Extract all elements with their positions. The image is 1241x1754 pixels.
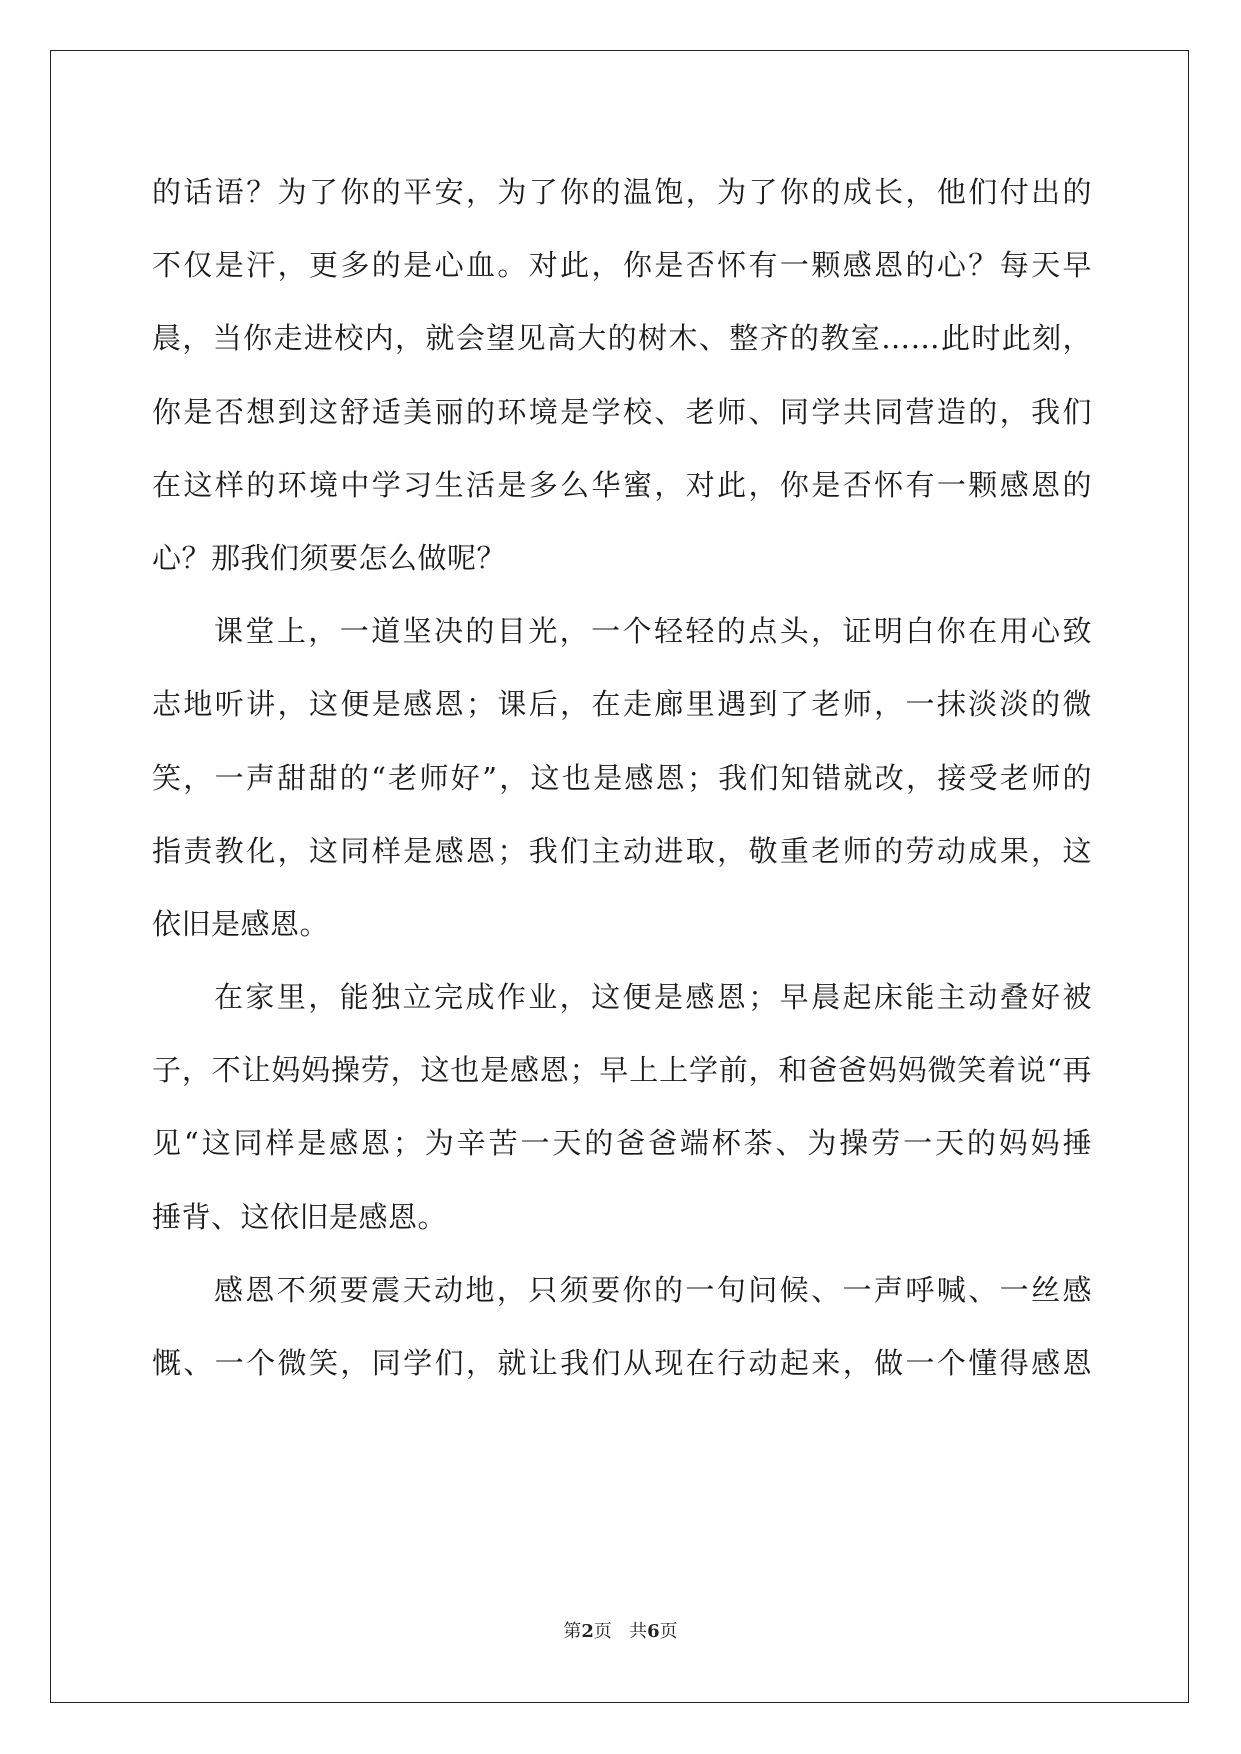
page-label-suffix: 页 xyxy=(593,1621,612,1642)
total-label-prefix: 共 xyxy=(629,1621,648,1642)
text-line: 课堂上，一道坚决的目光，一个轻轻的点头，证明白你在用心致 xyxy=(214,614,1092,649)
text-line: 不仅是汗，更多的是心血。对此，你是否怀有一颗感恩的心？每天早 xyxy=(152,248,1092,283)
text-line: 你是否想到这舒适美丽的环境是学校、老师、同学共同营造的，我们 xyxy=(152,394,1092,429)
text-line: 笑，一声甜甜的“老师好”，这也是感恩；我们知错就改，接受老师的 xyxy=(152,760,1092,795)
text-line: 在家里，能独立完成作业，这便是感恩；早晨起床能主动叠好被 xyxy=(214,980,1092,1015)
text-line: 在这样的环境中学习生活是多么华蜜，对此，你是否怀有一颗感恩的 xyxy=(152,467,1092,502)
page-footer xyxy=(0,1617,1241,1643)
text-line: 捶背、这依旧是感恩。 xyxy=(152,1199,448,1234)
total-label-suffix: 页 xyxy=(659,1621,678,1642)
text-line: 晨，当你走进校内，就会望见高大的树木、整齐的教室……此时此刻， xyxy=(152,321,1092,356)
text-line: 心？那我们须要怎么做呢？ xyxy=(152,540,507,575)
document-body xyxy=(152,156,1092,1400)
text-line: 的话语？为了你的平安，为了你的温饱，为了你的成长，他们付出的 xyxy=(152,175,1092,209)
text-line: 慨、一个微笑，同学们，就让我们从现在行动起来，做一个懂得感恩 xyxy=(152,1346,1092,1380)
text-line: 志地听讲，这便是感恩；课后，在走廊里遇到了老师，一抹淡淡的微 xyxy=(152,687,1092,722)
text-line: 见“这同样是感恩；为辛苦一天的爸爸端杯茶、为操劳一天的妈妈捶 xyxy=(152,1126,1092,1161)
page-label-prefix: 第 xyxy=(563,1621,582,1642)
page-number: 2 xyxy=(581,1621,594,1642)
text-line: 依旧是感恩。 xyxy=(152,906,330,941)
total-pages: 6 xyxy=(647,1621,660,1642)
text-line: 子，不让妈妈操劳，这也是感恩；早上上学前，和爸爸妈妈微笑着说“再 xyxy=(152,1053,1092,1088)
text-line: 指责教化，这同样是感恩；我们主动进取，敬重老师的劳动成果，这 xyxy=(152,833,1092,868)
text-line: 感恩不须要震天动地，只须要你的一句问候、一声呼喊、一丝感 xyxy=(214,1272,1092,1307)
